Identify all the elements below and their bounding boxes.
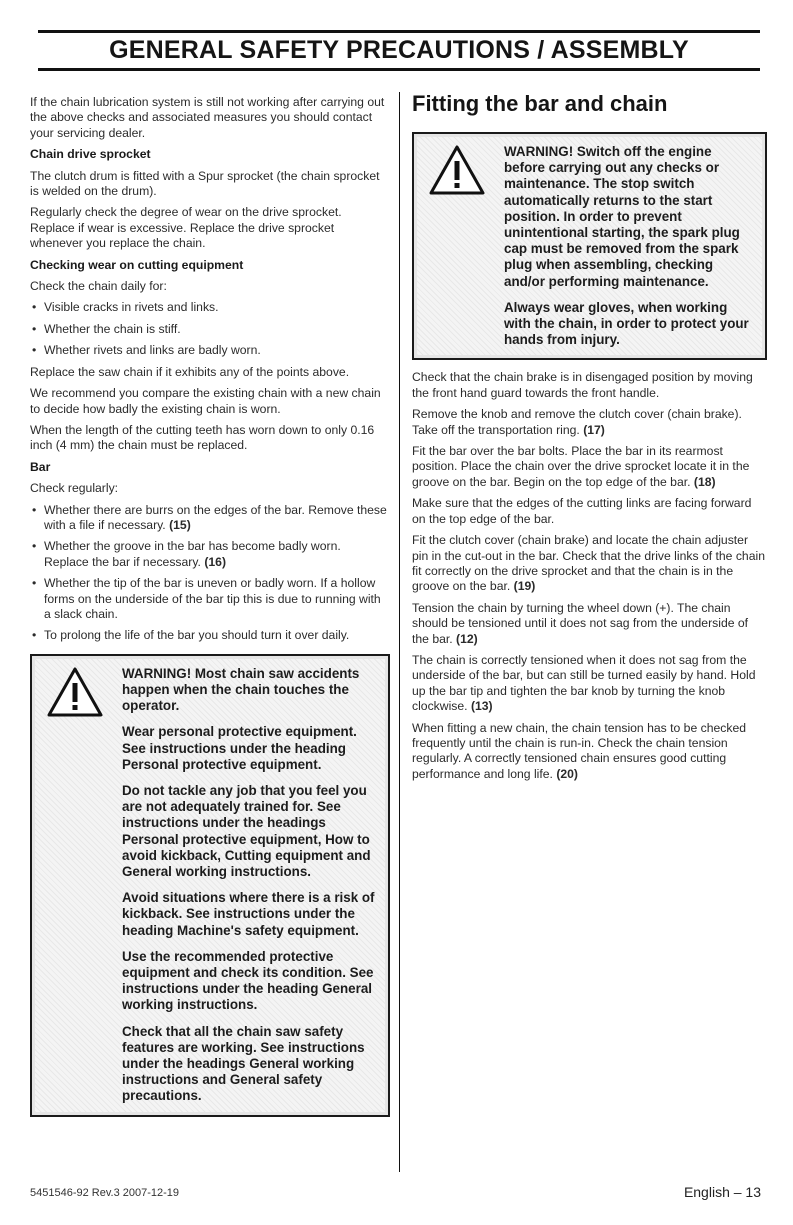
list-item <box>30 539 388 570</box>
list-item: • Whether the chain is stiff. <box>30 322 388 337</box>
sprocket-paragraph-2: Regularly check the degree of wear on the drive sprocket. Replace if wear is excessive. Replace the drive sprocket whenever you replace the chain. <box>30 205 342 251</box>
left-column <box>30 95 388 1117</box>
wear-intro: Check the chain daily for: <box>30 279 167 294</box>
instruction-text: The chain is correctly tensioned when it does not sag from the underside of the bar, but can still be turned easily by hand. Hold up the bar tip and tighten the bar knob by turning the knob clockwise. <box>412 652 756 714</box>
instruction-paragraph <box>412 721 765 783</box>
list-item-text: Whether the tip of the bar is uneven or badly worn. If a hollow forms on the underside of the bar tip this is due to running with a slack chain. <box>44 576 381 621</box>
list-item: • Whether rivets and links are badly worn. <box>30 343 388 358</box>
list-item-text: To prolong the life of the bar you should turn it over daily. <box>44 628 350 643</box>
warning-line: Use the recommended protective equipment and check its condition. See instructions under the heading General working instructions. <box>122 948 374 1013</box>
figure-ref: (13) <box>470 699 493 714</box>
list-item-text: Whether there are burrs on the edges of the bar. Remove these with a file if necessary. <box>44 502 387 532</box>
sprocket-heading: Chain drive sprocket <box>30 147 151 162</box>
list-item: • Visible cracks in rivets and links. <box>30 300 388 315</box>
instruction-text: Make sure that the edges of the cutting links are facing forward on the top edge of the bar. <box>412 496 752 526</box>
page-number: English – 13 <box>683 1184 761 1200</box>
warning-line: Do not tackle any job that you feel you are not adequately trained for. See instructions under the headings Personal protective equipment, How to avoid kickback, Cutting equipment and General working instructions. <box>122 783 371 880</box>
list-item <box>30 503 388 534</box>
document-code: 5451546-92 Rev.3 2007-12-19 <box>30 1187 180 1199</box>
bar-heading: Bar <box>30 459 51 474</box>
warning-line: Wear personal protective equipment. See instructions under the heading Personal protective equipment. <box>122 724 357 772</box>
sprocket-paragraph-1: The clutch drum is fitted with a Spur sprocket (the chain sprocket is welded on the drum). <box>30 168 380 199</box>
warning-triangle-icon <box>46 666 104 718</box>
instruction-text: Remove the knob and remove the clutch cover (chain brake). Take off the transportation ring. <box>412 407 742 437</box>
instruction-paragraph <box>412 653 765 715</box>
instruction-paragraph <box>412 533 765 595</box>
section-title: Fitting the bar and chain <box>412 91 668 116</box>
figure-ref: (12) <box>456 631 478 646</box>
list-item-text: Whether the groove in the bar has become badly worn. Replace the bar if necessary. <box>44 539 341 569</box>
right-column <box>412 90 765 788</box>
instruction-paragraph <box>412 601 765 647</box>
figure-ref: (20) <box>556 766 578 781</box>
figure-ref: (17) <box>583 422 605 437</box>
warning-line: WARNING! Most chain saw accidents happen when the chain touches the operator. <box>122 665 360 714</box>
warning-line: Always wear gloves, when working with the chain, in order to protect your hands from injury. <box>504 299 749 348</box>
instruction-text: Fit the bar over the bar bolts. Place the bar in its rearmost position. Place the chain over the drive sprocket locate it in the groove on the bar. Begin on the top edge of the bar. <box>412 444 750 489</box>
instruction-text: When fitting a new chain, the chain tension has to be checked frequently until the chain is run-in. Check the chain tension regularly. A correctly tensioned chain ensures good cutting performance and long life. <box>412 720 747 781</box>
warning-text <box>122 666 376 1105</box>
warning-box-left <box>30 654 390 1117</box>
instruction-text: Check that the chain brake is in disengaged position by moving the front hand guard towards the front handle. <box>412 370 753 400</box>
instruction-text: Fit the clutch cover (chain brake) and locate the chain adjuster pin in the cut-out in the bar. Check that the drive links of the chain fit correctly on the drive sprocket and that the chain is in the groove on the bar. <box>412 533 765 594</box>
wear-list <box>30 300 388 358</box>
instruction-paragraph <box>412 496 765 527</box>
warning-box-right <box>412 132 767 360</box>
instruction-text: Tension the chain by turning the wheel down (+). The chain should be tensioned until it does not sag from the underside of the bar. <box>412 600 749 646</box>
wear-paragraph-3: When the length of the cutting teeth has worn down to only 0.16 inch (4 mm) the chain must be replaced. <box>30 422 375 453</box>
instruction-paragraph <box>412 370 765 401</box>
instruction-paragraph <box>412 444 765 490</box>
header-rule-bottom <box>38 68 760 71</box>
intro-paragraph: If the chain lubrication system is still not working after carrying out the above checks and associated measures you should contact your servicing dealer. <box>30 95 385 140</box>
column-divider <box>399 92 400 1172</box>
list-item <box>30 576 388 622</box>
warning-line: Avoid situations where there is a risk of kickback. See instructions under the heading Machine's safety equipment. <box>122 890 375 938</box>
list-item <box>30 628 388 643</box>
figure-ref: (15) <box>169 517 191 532</box>
bar-list <box>30 503 388 644</box>
warning-line: WARNING! Switch off the engine before carrying out any checks or maintenance. The stop switch automatically returns to the start position. In order to prevent unintentional starting, the spark plug cap must be removed from the spark plug when assembling, checking and/or performing maintenance. <box>504 144 740 289</box>
wear-paragraph-1: Replace the saw chain if it exhibits any of the points above. <box>30 364 350 379</box>
warning-triangle-icon <box>428 144 486 196</box>
bar-intro: Check regularly: <box>30 481 119 496</box>
warning-line: Check that all the chain saw safety features are working. See instructions under the headings General working instructions and General safety precautions. <box>122 1023 365 1104</box>
page-title: GENERAL SAFETY PRECAUTIONS / ASSEMBLY <box>109 36 689 64</box>
warning-text <box>504 144 753 348</box>
figure-ref: (18) <box>693 474 716 489</box>
figure-ref: (16) <box>204 554 227 569</box>
wear-heading: Checking wear on cutting equipment <box>30 257 244 272</box>
figure-ref: (19) <box>513 579 536 594</box>
wear-paragraph-2: We recommend you compare the existing chain with a new chain to decide how badly the existing chain is worn. <box>30 386 381 416</box>
instruction-paragraph <box>412 407 765 438</box>
